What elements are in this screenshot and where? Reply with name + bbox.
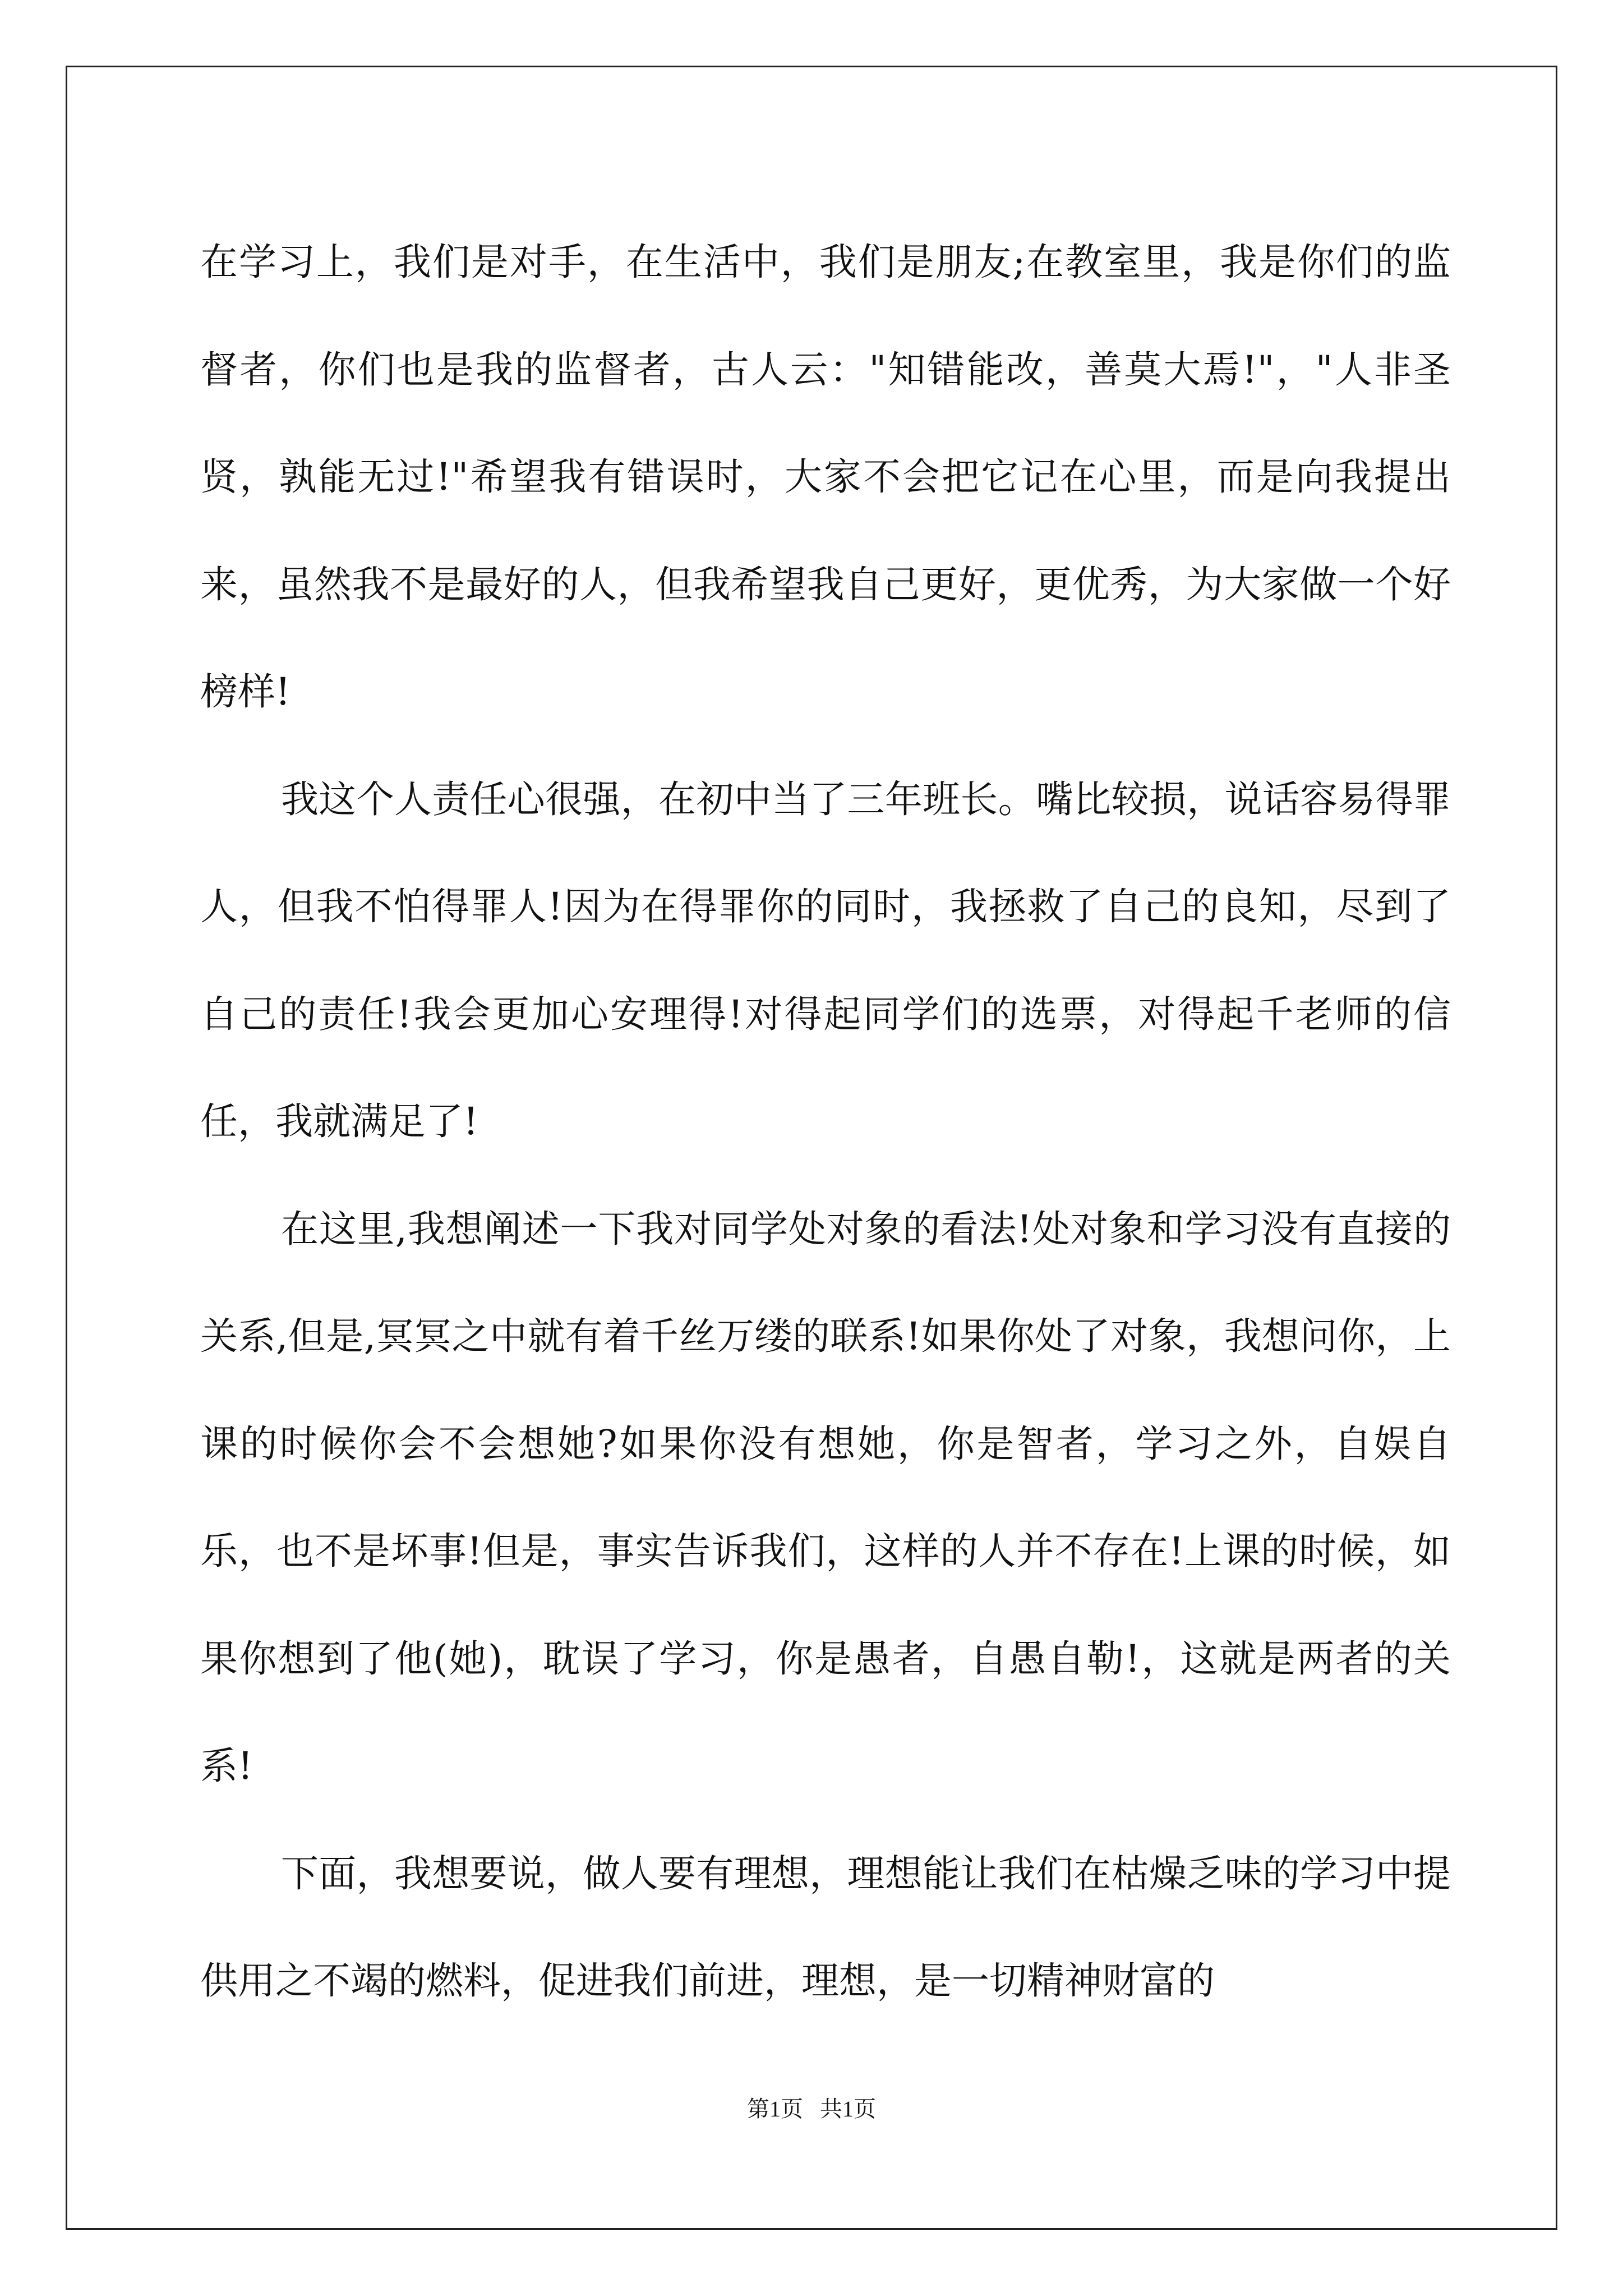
paragraph-1: 在学习上，我们是对手，在生活中，我们是朋友;在教室里，我是你们的监督者，你们也是我的监督者，古人云："知错能改，善莫大焉!"，"人非圣贤，孰能无过!"希望我有错误时，大家不会把它记在心里，而是向我提出来，虽然我不是最好的人，但我希望我自己更好，更优秀，为大家做一个好榜样! [200, 240, 1451, 714]
paragraph-4: 下面，我想要说，做人要有理想，理想能让我们在枯燥乏味的学习中提供用之不竭的燃料，促进我们前进，理想，是一切精神财富的 [200, 1851, 1451, 2003]
page-footer [0, 2091, 1623, 2123]
document-body [200, 209, 1451, 2035]
paragraph-2: 我这个人责任心很强，在初中当了三年班长。嘴比较损，说话容易得罪人，但我不怕得罪人!因为在得罪你的同时，我拯救了自己的良知，尽到了自己的责任!我会更加心安理得!对得起同学们的选票，对得起千老师的信任，我就满足了! [200, 777, 1451, 1143]
paragraph-3: 在这里,我想阐述一下我对同学处对象的看法!处对象和学习没有直接的关系,但是,冥冥之中就有着千丝万缕的联系!如果你处了对象，我想问你，上课的时候你会不会想她?如果你没有想她，你是智者，学习之外，自娱自乐，也不是坏事!但是，事实告诉我们，这样的人并不存在!上课的时候，如果你想到了他(她)，耽误了学习，你是愚者，自愚自勒!，这就是两者的关系! [200, 1207, 1451, 1788]
page-number: 第1页 [747, 2096, 803, 2122]
page-total: 共1页 [820, 2096, 876, 2122]
